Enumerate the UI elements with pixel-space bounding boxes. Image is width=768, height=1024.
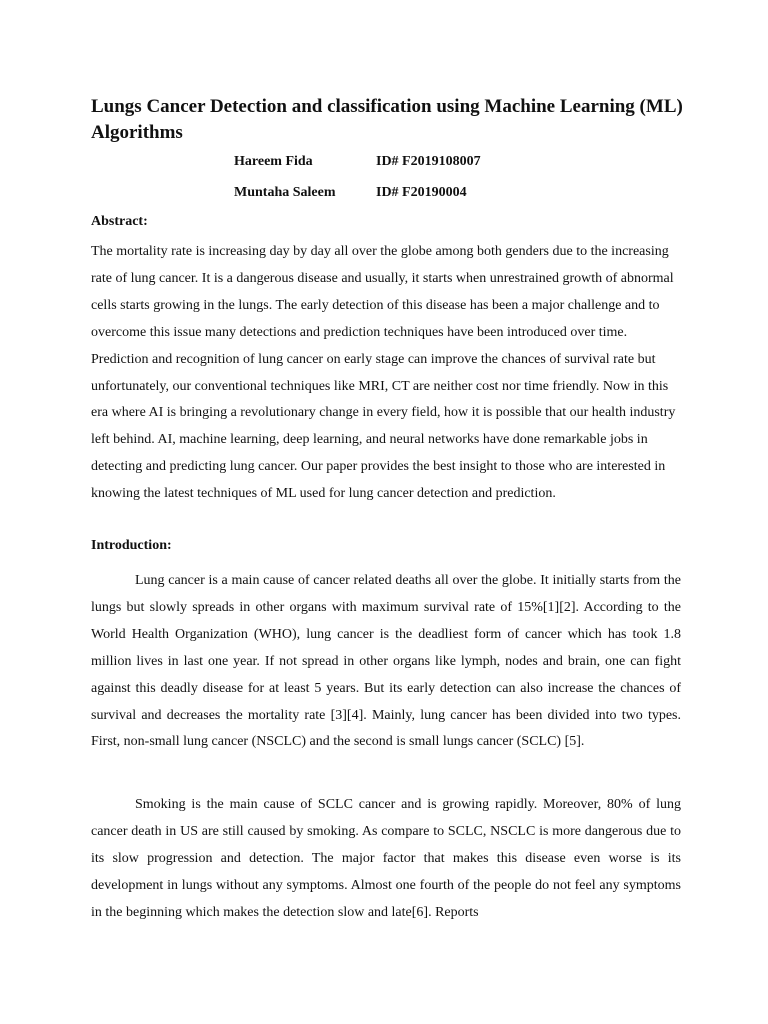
author-name: Hareem Fida — [234, 154, 313, 169]
paper-title: Lungs Cancer Detection and classification using Machine Learning (ML) Algorithms — [91, 96, 683, 143]
abstract-heading: Abstract: — [91, 214, 148, 229]
author-name: Muntaha Saleem — [234, 185, 336, 200]
intro-paragraph: Lung cancer is a main cause of cancer related deaths all over the globe. It initially starts from the lungs but slowly spreads in other organs with maximum survival rate of 15%[1][2]. According to the World Health Organization (WHO), lung cancer is the deadliest form of cancer which has took 1.8 million lives in last one year. If not spread in other organs like lymph, nodes and brain, one can fight against this deadly disease for at least 5 years. But its early detection can also increase the chances of survival and decreases the mortality rate [3][4]. Mainly, lung cancer has been divided into two types. First, non-small lung cancer (NSCLC) and the second is small lungs cancer (SCLC) [5]. — [91, 573, 681, 750]
author-id: ID# F2019108007 — [376, 154, 481, 169]
abstract-paragraph: The mortality rate is increasing day by day all over the globe among both genders due to the increasing rate of lung cancer. It is a dangerous disease and usually, it starts when unrestrained growth of abnormal cells starts growing in the lungs. The early detection of this disease has been a major challenge and to overcome this issue many detections and prediction techniques have been introduced over time. Prediction and recognition of lung cancer on early stage can improve the chances of survival rate but unfortunately, our conventional techniques like MRI, CT are neither cost nor time friendly. Now in this era where AI is bringing a revolutionary change in every field, how it is possible that our health industry left behind. AI, machine learning, deep learning, and neural networks have done remarkable jobs in detecting and predicting lung cancer. Our paper provides the best insight to those who are interested in knowing the latest techniques of ML used for lung cancer detection and prediction. — [91, 244, 676, 502]
intro-paragraph: Smoking is the main cause of SCLC cancer and is growing rapidly. Moreover, 80% of lung cancer death in US are still caused by smoking. As compare to SCLC, NSCLC is more dangerous due to its slow progression and detection. The major factor that makes this disease even worse is its development in lungs without any symptoms. Almost one fourth of the people do not feel any symptoms in the beginning which makes the detection slow and late[6]. Reports — [91, 797, 681, 920]
introduction-heading: Introduction: — [91, 538, 172, 553]
author-id: ID# F20190004 — [376, 185, 467, 200]
